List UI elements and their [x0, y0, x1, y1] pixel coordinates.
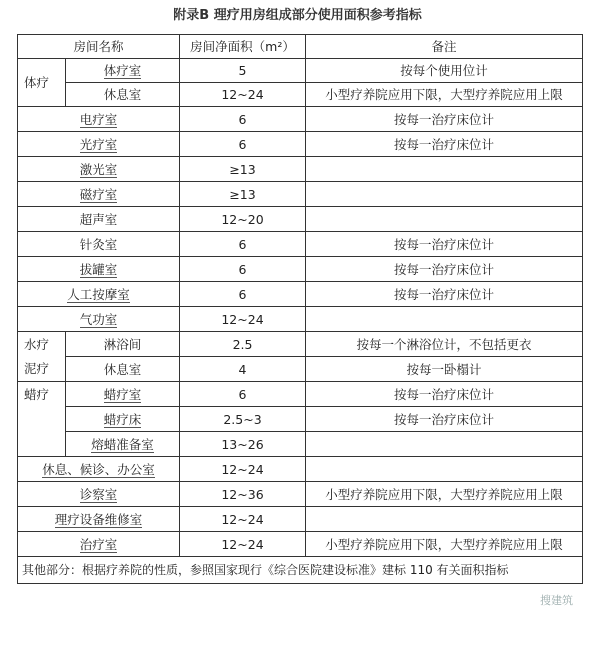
room-name: 熔蜡准备室 — [66, 432, 180, 457]
room-name: 诊察室 — [18, 482, 180, 507]
room-area: 6 — [180, 382, 306, 407]
room-area: 6 — [180, 257, 306, 282]
room-name: 激光室 — [18, 157, 180, 182]
room-area: 4 — [180, 357, 306, 382]
group-shuiliao: 水疗 — [18, 332, 66, 357]
room-note: 小型疗养院应用下限，大型疗养院应用上限 — [306, 83, 583, 107]
room-note: 小型疗养院应用下限，大型疗养院应用上限 — [306, 482, 583, 507]
room-area: 6 — [180, 232, 306, 257]
table-row — [18, 207, 583, 232]
room-area: 12~24 — [180, 457, 306, 482]
room-note — [306, 457, 583, 482]
table-row — [18, 507, 583, 532]
table-row — [18, 382, 583, 407]
room-name: 气功室 — [18, 307, 180, 332]
group-tiliao: 体疗 — [18, 59, 66, 107]
room-name: 拔罐室 — [18, 257, 180, 282]
table-row — [18, 157, 583, 182]
room-note: 按每一治疗床位计 — [306, 132, 583, 157]
room-note: 按每一治疗床位计 — [306, 257, 583, 282]
room-name: 蜡疗室 — [66, 382, 180, 407]
room-area: 2.5~3 — [180, 407, 306, 432]
room-note — [306, 182, 583, 207]
header-area: 房间净面积（m²） — [180, 35, 306, 59]
table-row — [18, 83, 583, 107]
room-note: 小型疗养院应用下限，大型疗养院应用上限 — [306, 532, 583, 557]
table-row — [18, 107, 583, 132]
room-name: 针灸室 — [18, 232, 180, 257]
room-area: 12~24 — [180, 532, 306, 557]
room-name: 体疗室 — [66, 59, 180, 83]
room-name: 蜡疗床 — [66, 407, 180, 432]
table-row — [18, 332, 583, 357]
room-name: 淋浴间 — [66, 332, 180, 357]
room-area: 12~24 — [180, 307, 306, 332]
room-area: 6 — [180, 107, 306, 132]
table-row — [18, 232, 583, 257]
room-name: 休息室 — [66, 83, 180, 107]
room-note: 按每一卧榻计 — [306, 357, 583, 382]
room-name: 休息室 — [66, 357, 180, 382]
room-area: 6 — [180, 132, 306, 157]
room-note: 按每一治疗床位计 — [306, 382, 583, 407]
room-name: 人工按摩室 — [18, 282, 180, 307]
room-name: 超声室 — [18, 207, 180, 232]
room-note: 按每一治疗床位计 — [306, 282, 583, 307]
room-note: 按每一治疗床位计 — [306, 107, 583, 132]
room-note — [306, 307, 583, 332]
room-note: 按每一个淋浴位计，不包括更衣 — [306, 332, 583, 357]
table-row — [18, 257, 583, 282]
room-note: 按每一治疗床位计 — [306, 407, 583, 432]
table-row — [18, 132, 583, 157]
table-row — [18, 59, 583, 83]
room-note: 按每一治疗床位计 — [306, 232, 583, 257]
room-note — [306, 207, 583, 232]
room-name: 磁疗室 — [18, 182, 180, 207]
room-name: 治疗室 — [18, 532, 180, 557]
room-note — [306, 507, 583, 532]
room-name: 休息、候诊、办公室 — [18, 457, 180, 482]
room-area: 13~26 — [180, 432, 306, 457]
room-area: 12~24 — [180, 83, 306, 107]
header-row — [18, 35, 583, 59]
room-note — [306, 157, 583, 182]
group-niliao: 泥疗 — [18, 357, 66, 382]
table-row — [18, 307, 583, 332]
room-name: 电疗室 — [18, 107, 180, 132]
table-row — [18, 457, 583, 482]
room-area: ≥13 — [180, 182, 306, 207]
room-area: 12~20 — [180, 207, 306, 232]
table-row — [18, 282, 583, 307]
header-note: 备注 — [306, 35, 583, 59]
room-name: 光疗室 — [18, 132, 180, 157]
document-title: 附录B 理疗用房组成部分使用面积参考指标 — [173, 8, 422, 23]
room-area: 6 — [180, 282, 306, 307]
room-area: 12~36 — [180, 482, 306, 507]
footer-row — [18, 557, 583, 584]
room-note: 按每个使用位计 — [306, 59, 583, 83]
table-row — [18, 357, 583, 382]
header-room-name: 房间名称 — [18, 35, 180, 59]
room-name: 理疗设备维修室 — [18, 507, 180, 532]
table-row — [18, 407, 583, 432]
area-reference-table — [17, 34, 583, 584]
room-note — [306, 432, 583, 457]
room-area: 12~24 — [180, 507, 306, 532]
watermark-logo: 搜建筑 — [540, 594, 573, 607]
room-area: ≥13 — [180, 157, 306, 182]
room-area: 5 — [180, 59, 306, 83]
table-row — [18, 432, 583, 457]
room-area: 2.5 — [180, 332, 306, 357]
table-row — [18, 482, 583, 507]
group-laliao: 蜡疗 — [18, 382, 66, 457]
footer-note: 其他部分：根据疗养院的性质，参照国家现行《综合医院建设标准》建标 110 有关面积指标 — [18, 557, 583, 584]
table-row — [18, 532, 583, 557]
table-row — [18, 182, 583, 207]
